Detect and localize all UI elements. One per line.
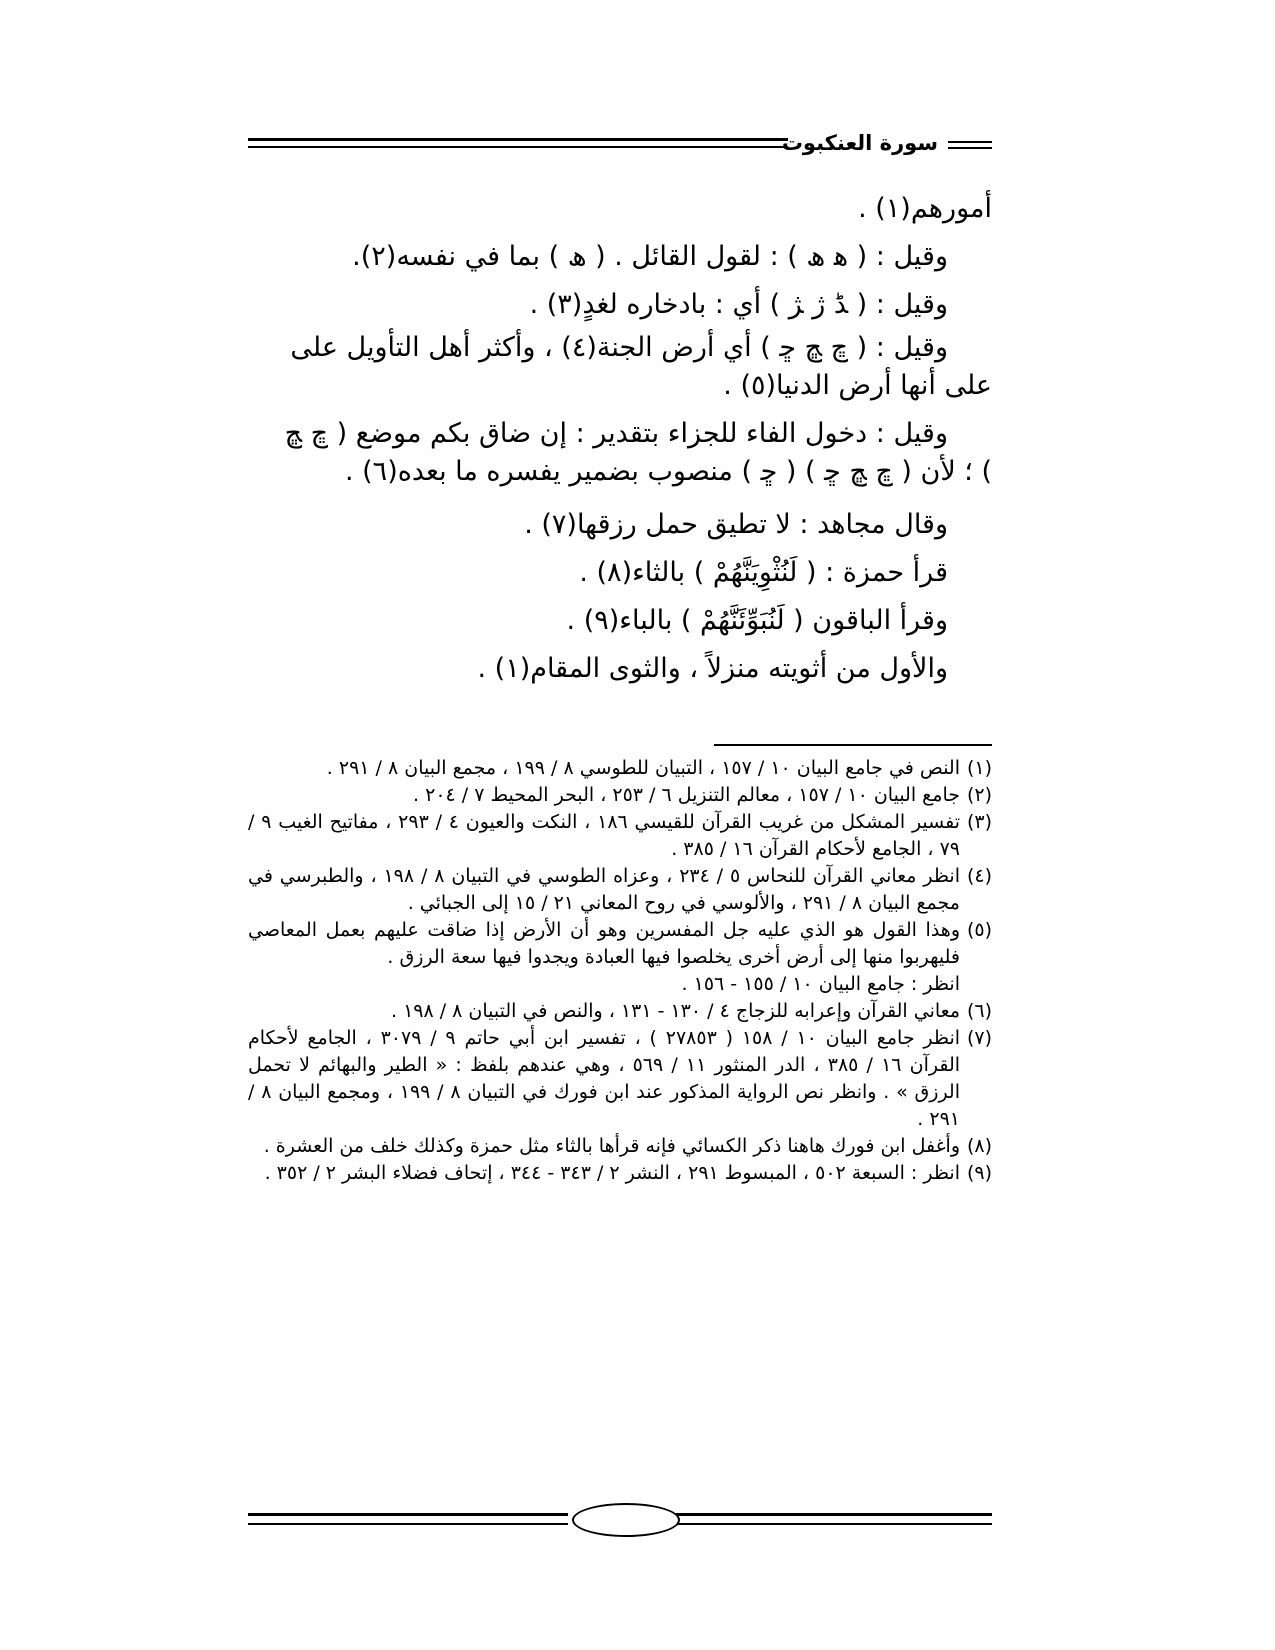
- footnote: [248, 1025, 992, 1133]
- main-text: [248, 185, 992, 693]
- footnote-text-extra: انظر : جامع البيان ١٠ / ١٥٥ - ١٥٦ .: [681, 973, 960, 995]
- footnote-text: معاني القرآن وإعرابه للزجاج ٤ / ١٣٠ - ١٣١ ، والنص في التبيان ٨ / ١٩٨ .: [390, 1000, 960, 1022]
- text-line: وقيل : ( ﮉ ﮊ ﮋ ) أي : بادخاره لغدٍ(٣) .: [529, 289, 948, 320]
- footer-rule-right: [676, 1513, 992, 1516]
- footnote-number: (٩): [966, 1162, 992, 1184]
- text-line: وقرأ الباقون ( لَنُبَوِّئَنَّهُمْ ) بالباء(٩) .: [566, 605, 948, 636]
- footnote: [248, 998, 992, 1025]
- text-line: وقيل : ( ﮬ ﮪ ) : لقول القائل . ( ﮪ ) بما في نفسه(٢).: [352, 241, 948, 272]
- text-paragraph: [248, 329, 992, 405]
- running-header: [248, 128, 992, 160]
- footnote-text: النص في جامع البيان ١٠ / ١٥٧ ، التبيان للطوسي ٨ / ١٩٩ ، مجمع البيان ٨ / ٢٩١ .: [326, 757, 960, 779]
- footnote-text: وأغفل ابن فورك هاهنا ذكر الكسائي فإنه قرأها بالثاء مثل حمزة وكذلك خلف من العشرة .: [263, 1135, 960, 1157]
- header-rule: [248, 138, 788, 141]
- footer-rule-left: [248, 1513, 568, 1516]
- footnote: [248, 809, 992, 863]
- footnote-separator: [714, 744, 992, 746]
- footnote-text: انظر : السبعة ٥٠٢ ، المبسوط ٢٩١ ، النشر ٢ / ٣٤٣ - ٣٤٤ ، إتحاف فضلاء البشر ٢ / ٣٥٢ .: [264, 1162, 960, 1184]
- surah-title: سورة العنكبوت: [781, 131, 938, 155]
- footnote-number: (٥): [966, 919, 992, 941]
- text-line: وقيل : ( ﭾ ﭿ ﮀ ) أي أرض الجنة(٤) ، وأكثر أهل التأويل على: [290, 332, 948, 363]
- text-line: قرأ حمزة : ( لَنُثْوِيَنَّهُمْ ) بالثاء(٨) .: [579, 557, 948, 588]
- footnote: [248, 755, 992, 782]
- footnote-text: تفسير المشكل من غريب القرآن للقيسي ١٨٦ ، النكت والعيون ٤ / ٢٩٣ ، مفاتيح الغيب ٩ / ٧٩ ، الجامع لأحكام القرآن ١٦ / ٣٨٥ .: [248, 811, 961, 860]
- footnote-text: انظر معاني القرآن للنحاس ٥ / ٢٣٤ ، وعزاه الطوسي في التبيان ٨ / ١٩٨ ، والطبرسي في مجمع البيان ٨ / ٢٩١ ، والألوسي في روح المعاني ٢١ / ١٥ إلى الجبائي .: [248, 865, 960, 914]
- footer-rule-right-thin: [676, 1523, 992, 1525]
- text-line: أمورهم(١) .: [858, 193, 992, 224]
- text-line: وقيل : دخول الفاء للجزاء بتقدير : إن ضاق بكم موضع ( ﭾ ﭿ: [284, 418, 948, 449]
- footnote-text: جامع البيان ١٠ / ١٥٧ ، معالم التنزيل ٦ / ٢٥٣ ، البحر المحيط ٧ / ٢٠٤ .: [413, 784, 960, 806]
- footnote: [248, 782, 992, 809]
- footnote-text: وهذا القول هو الذي عليه جل المفسرين وهو أن الأرض إذا ضاقت عليهم بعمل المعاصي فليهربوا منها إلى أرض أخرى يخلصوا فيها العبادة ويجدوا فيها سعة الرزق .: [248, 919, 960, 968]
- footnote-number: (٦): [966, 1000, 992, 1022]
- footnote: [248, 1160, 992, 1187]
- footnote-number: (٨): [966, 1135, 992, 1157]
- footnote: [248, 863, 992, 917]
- header-rule-thin: [248, 146, 788, 148]
- footnote-number: (١): [966, 757, 992, 779]
- page-number-oval: [572, 1503, 680, 1537]
- header-ornament: [948, 141, 992, 149]
- footnote-number: (٢): [966, 784, 992, 806]
- page-footer-ornament: [248, 1507, 992, 1537]
- footnote: [248, 917, 992, 998]
- text-line: ) ؛ لأن ( ﭾ ﭿ ﮀ ) ( ﮀ ) منصوب بضمير يفسره ما بعده(٦) .: [344, 456, 992, 487]
- footnote-number: (٤): [966, 865, 992, 887]
- text-line: والأول من أثويته منزلاً ، والثوى المقام(١) .: [477, 653, 948, 684]
- footnote: [248, 1133, 992, 1160]
- footnote-text: انظر جامع البيان ١٠ / ١٥٨ ( ٢٧٨٥٣ ) ، تفسير ابن أبي حاتم ٩ / ٣٠٧٩ ، الجامع لأحكام القرآن ١٦ / ٣٨٥ ، الدر المنثور ١١ / ٥٦٩ ، وهي عندهم بلفظ : « الطير والبهائم لا تحمل الرزق » . وانظر نص الرواية المذكور عند ابن فورك في التبيان ٨ / ١٩٩ ، ومجمع البيان ٨ / ٢٩١ .: [248, 1027, 961, 1130]
- text-line: وقال مجاهد : لا تطيق حمل رزقها(٧) .: [524, 509, 948, 540]
- text-line: على أنها أرض الدنيا(٥) .: [723, 370, 992, 401]
- footnotes: [248, 755, 992, 1187]
- footer-rule-left-thin: [248, 1523, 568, 1525]
- footnote-number: (٧): [966, 1027, 992, 1049]
- text-paragraph: [248, 415, 992, 491]
- footnote-number: (٣): [966, 811, 992, 833]
